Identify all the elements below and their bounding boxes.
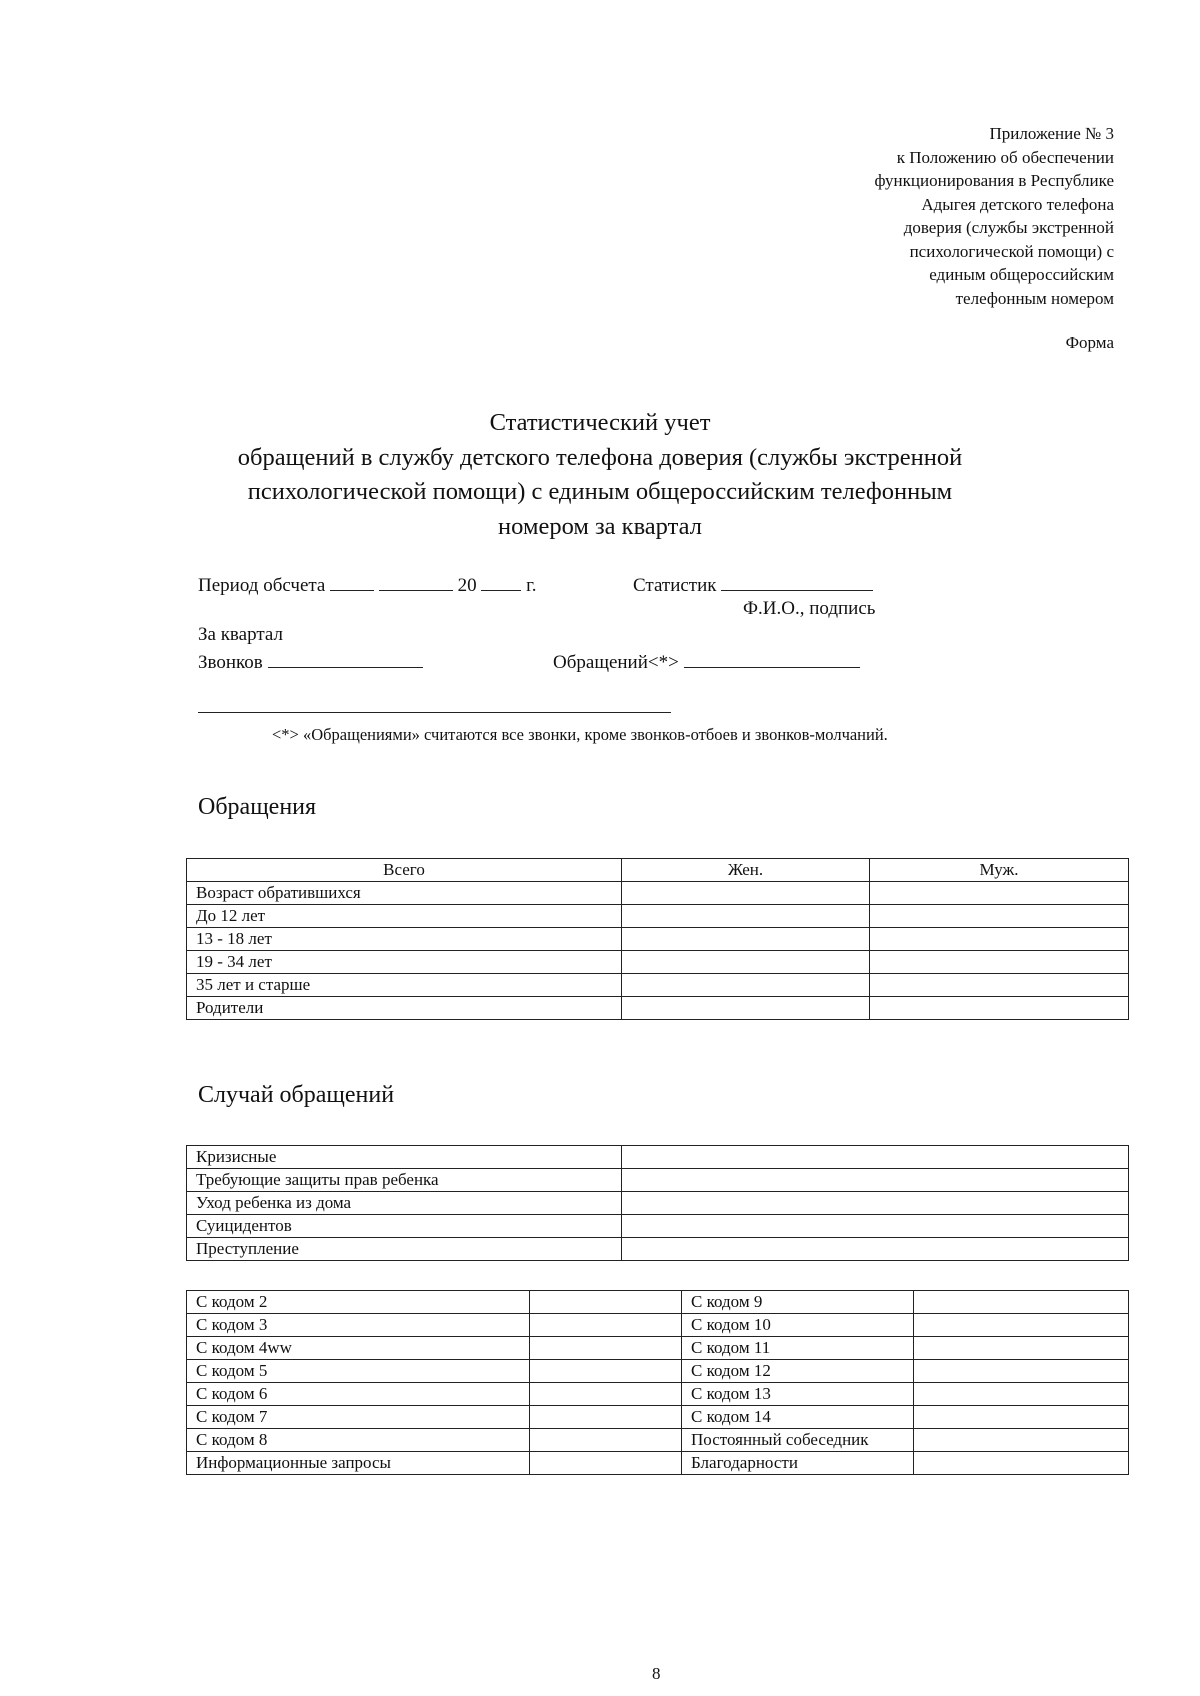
code-label: С кодом 11 xyxy=(682,1337,914,1360)
year-suffix: г. xyxy=(526,575,537,596)
value-cell[interactable] xyxy=(914,1337,1129,1360)
value-cell[interactable] xyxy=(622,1146,1129,1169)
appendix-line: Приложение № 3 xyxy=(989,124,1114,143)
row-label: До 12 лет xyxy=(187,905,622,928)
row-label: Родители xyxy=(187,997,622,1020)
table-row xyxy=(187,974,1129,997)
table-row xyxy=(187,997,1129,1020)
table-row xyxy=(187,951,1129,974)
appeals-section-title: Обращения xyxy=(198,794,317,820)
table-row xyxy=(187,1169,1129,1192)
female-cell[interactable] xyxy=(622,882,870,905)
value-cell[interactable] xyxy=(622,1169,1129,1192)
code-label: С кодом 10 xyxy=(682,1314,914,1337)
cases-table xyxy=(186,1145,1129,1261)
row-label: Уход ребенка из дома xyxy=(187,1192,622,1215)
appeals-blank[interactable] xyxy=(684,650,860,668)
value-cell[interactable] xyxy=(530,1360,682,1383)
value-cell[interactable] xyxy=(622,1238,1129,1261)
appendix-line: единым общероссийским xyxy=(929,265,1114,284)
female-cell[interactable] xyxy=(622,974,870,997)
row-label: 35 лет и старше xyxy=(187,974,622,997)
footnote-separator xyxy=(198,712,671,713)
table-row xyxy=(187,1215,1129,1238)
title-line: психологической помощи) с единым общероссийским телефонным xyxy=(247,478,953,505)
table-row xyxy=(187,1360,1129,1383)
appendix-line: телефонным номером xyxy=(955,288,1114,308)
form-label: Форма xyxy=(1065,333,1114,352)
appendix-line: функционирования в Республике xyxy=(874,171,1114,190)
table-row xyxy=(187,1238,1129,1261)
code-label: С кодом 3 xyxy=(187,1314,530,1337)
male-cell[interactable] xyxy=(870,951,1129,974)
quarter-label: За квартал xyxy=(198,624,283,645)
table-row xyxy=(187,928,1129,951)
table-header-row xyxy=(187,859,1129,882)
value-cell[interactable] xyxy=(914,1360,1129,1383)
code-label: Благодарности xyxy=(682,1452,914,1475)
table-row xyxy=(187,1314,1129,1337)
signature-caption: Ф.И.О., подпись xyxy=(743,598,876,619)
value-cell[interactable] xyxy=(914,1314,1129,1337)
value-cell[interactable] xyxy=(530,1452,682,1475)
statistician-line xyxy=(633,573,873,597)
value-cell[interactable] xyxy=(530,1314,682,1337)
appendix-header xyxy=(874,122,1114,310)
code-label: Постоянный собеседник xyxy=(682,1429,914,1452)
codes-table xyxy=(186,1290,1129,1475)
code-label: С кодом 6 xyxy=(187,1383,530,1406)
table-row xyxy=(187,905,1129,928)
title-line: номером за квартал xyxy=(498,512,702,540)
header-male: Муж. xyxy=(870,859,1129,882)
header-total: Всего xyxy=(187,859,622,882)
appeals-table xyxy=(186,858,1129,1020)
title-line: Статистический учет xyxy=(489,409,711,436)
table-row xyxy=(187,1337,1129,1360)
table-row xyxy=(187,1429,1129,1452)
row-label: Возраст обратившихся xyxy=(187,882,622,905)
statistician-blank[interactable] xyxy=(721,573,873,591)
row-label: 19 - 34 лет xyxy=(187,951,622,974)
value-cell[interactable] xyxy=(622,1215,1129,1238)
row-label: Суицидентов xyxy=(187,1215,622,1238)
code-label: С кодом 4ww xyxy=(187,1337,530,1360)
male-cell[interactable] xyxy=(870,928,1129,951)
period-month-blank[interactable] xyxy=(379,573,453,591)
row-label: Кризисные xyxy=(187,1146,622,1169)
period-year-blank[interactable] xyxy=(481,573,521,591)
page-number: 8 xyxy=(652,1664,661,1683)
value-cell[interactable] xyxy=(914,1383,1129,1406)
code-label: С кодом 14 xyxy=(682,1406,914,1429)
row-label: 13 - 18 лет xyxy=(187,928,622,951)
value-cell[interactable] xyxy=(530,1406,682,1429)
male-cell[interactable] xyxy=(870,905,1129,928)
period-day-blank[interactable] xyxy=(330,573,374,591)
table-row xyxy=(187,1383,1129,1406)
calls-label: Звонков xyxy=(198,652,263,673)
calls-blank[interactable] xyxy=(268,650,423,668)
footnote: <*> «Обращениями» считаются все звонки, кроме звонков-отбоев и звонков-молчаний. xyxy=(272,725,888,744)
code-label: С кодом 9 xyxy=(682,1291,914,1314)
male-cell[interactable] xyxy=(870,974,1129,997)
year-prefix: 20 xyxy=(457,575,477,596)
male-cell[interactable] xyxy=(870,882,1129,905)
female-cell[interactable] xyxy=(622,905,870,928)
appendix-line: Адыгея детского телефона xyxy=(921,194,1114,214)
value-cell[interactable] xyxy=(914,1406,1129,1429)
document-title xyxy=(150,406,1050,544)
appeals-line xyxy=(553,650,860,674)
statistician-label: Статистик xyxy=(633,575,717,596)
period-label: Период обсчета xyxy=(198,575,326,596)
cases-section-title: Случай обращений xyxy=(198,1082,395,1108)
female-cell[interactable] xyxy=(622,997,870,1020)
header-female: Жен. xyxy=(622,859,870,882)
female-cell[interactable] xyxy=(622,951,870,974)
table-row xyxy=(187,1146,1129,1169)
table-row xyxy=(187,1452,1129,1475)
code-label: С кодом 12 xyxy=(682,1360,914,1383)
appeals-label: Обращений<*> xyxy=(553,652,679,673)
value-cell[interactable] xyxy=(530,1291,682,1314)
value-cell[interactable] xyxy=(914,1452,1129,1475)
code-label: Информационные запросы xyxy=(187,1452,530,1475)
row-label: Преступление xyxy=(187,1238,622,1261)
code-label: С кодом 2 xyxy=(187,1291,530,1314)
title-line: обращений в службу детского телефона доверия (службы экстренной xyxy=(237,443,963,471)
male-cell[interactable] xyxy=(870,997,1129,1020)
value-cell[interactable] xyxy=(914,1291,1129,1314)
appendix-line: психологической помощи) с xyxy=(909,241,1114,261)
code-label: С кодом 5 xyxy=(187,1360,530,1383)
value-cell[interactable] xyxy=(622,1192,1129,1215)
table-row xyxy=(187,1192,1129,1215)
period-line xyxy=(198,573,537,597)
table-row xyxy=(187,1291,1129,1314)
table-row xyxy=(187,1406,1129,1429)
value-cell[interactable] xyxy=(914,1429,1129,1452)
female-cell[interactable] xyxy=(622,928,870,951)
row-label: Требующие защиты прав ребенка xyxy=(187,1169,622,1192)
value-cell[interactable] xyxy=(530,1383,682,1406)
value-cell[interactable] xyxy=(530,1337,682,1360)
code-label: С кодом 7 xyxy=(187,1406,530,1429)
code-label: С кодом 13 xyxy=(682,1383,914,1406)
table-row xyxy=(187,882,1129,905)
appendix-line: к Положению об обеспечении xyxy=(896,147,1114,167)
value-cell[interactable] xyxy=(530,1429,682,1452)
code-label: С кодом 8 xyxy=(187,1429,530,1452)
calls-line xyxy=(198,650,423,674)
appendix-line: доверия (службы экстренной xyxy=(903,218,1114,237)
